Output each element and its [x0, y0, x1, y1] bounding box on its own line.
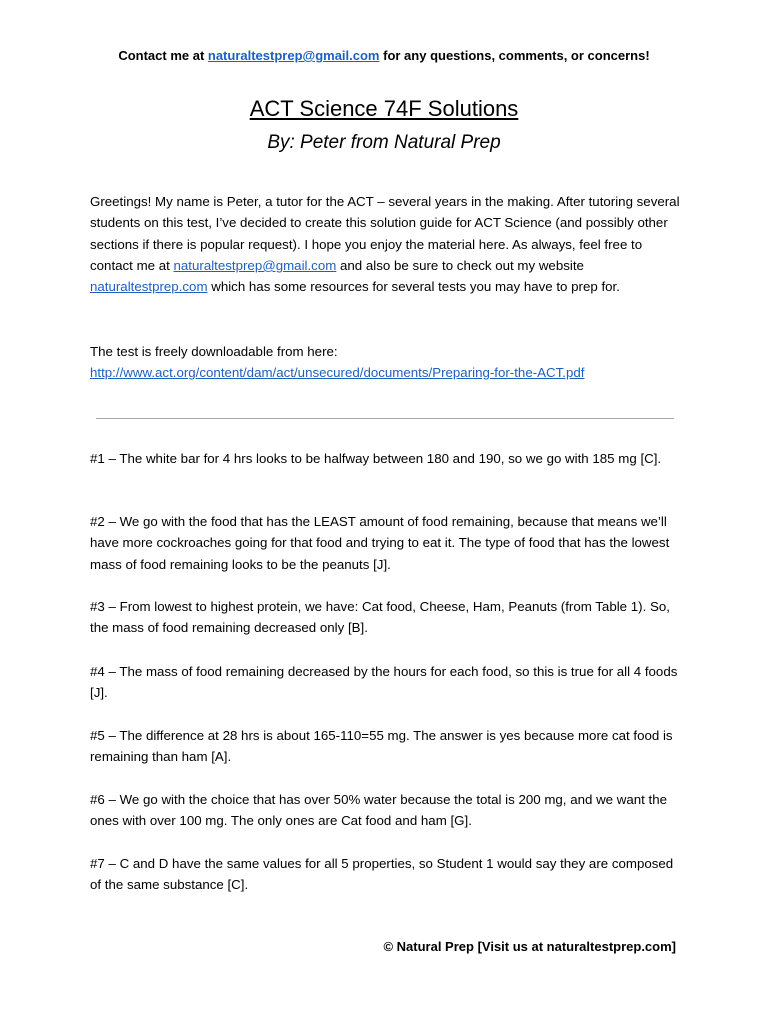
footer-copyright: © Natural Prep [Visit us at naturaltestprep.com]: [383, 939, 676, 954]
page-subtitle: By: Peter from Natural Prep: [267, 132, 501, 153]
solution-2: #2 – We go with the food that has the LEAST amount of food remaining, because that means we’ll have more cockroaches going for that food and trying to eat it. The type of food that has the lowest mass of food remaining looks to be the peanuts [J].: [90, 514, 670, 572]
intro-paragraph: [90, 191, 680, 297]
intro-email-link[interactable]: naturaltestprep@gmail.com: [173, 257, 337, 273]
contact-prefix: Contact me at: [118, 48, 208, 63]
contact-suffix: for any questions, comments, or concerns!: [379, 48, 650, 63]
download-text: The test is freely downloadable from here:: [90, 344, 338, 359]
horizontal-divider: [96, 418, 674, 419]
intro-text-3: which has some resources for several tests you may have to prep for.: [207, 279, 620, 295]
solution-6: #6 – We go with the choice that has over 50% water because the total is 200 mg, and we want the ones with over 100 mg. The only ones are Cat food and ham [G].: [90, 792, 668, 829]
solution-5: #5 – The difference at 28 hrs is about 165-110=55 mg. The answer is yes because more cat food is remaining than ham [A].: [90, 728, 673, 765]
intro-text-2: and also be sure to check out my website: [336, 257, 584, 273]
download-url-link[interactable]: http://www.act.org/content/dam/act/unsecured/documents/Preparing-for-the-ACT.pdf: [90, 365, 585, 381]
solution-1: #1 – The white bar for 4 hrs looks to be halfway between 180 and 190, so we go with 185 mg [C].: [90, 451, 662, 466]
website-link[interactable]: naturaltestprep.com: [90, 279, 208, 295]
solution-7: #7 – C and D have the same values for all 5 properties, so Student 1 would say they are composed of the same substance [C].: [90, 856, 674, 893]
contact-line: [0, 45, 768, 66]
solution-3: #3 – From lowest to highest protein, we have: Cat food, Cheese, Ham, Peanuts (from Table 1). So, the mass of food remaining decreased only [B].: [90, 599, 670, 636]
intro-text-1: Greetings! My name is Peter, a tutor for the ACT – several years in the making. After tutoring several students on this test, I’ve decided to create this solution guide for ACT Science (and possibly other sections if there is popular request). I hope you enjoy the material here. As always, feel free to contact me at: [90, 194, 680, 273]
download-paragraph: [90, 341, 680, 384]
contact-email-link[interactable]: naturaltestprep@gmail.com: [207, 48, 380, 63]
solution-4: #4 – The mass of food remaining decreased by the hours for each food, so this is true for all 4 foods [J].: [90, 664, 678, 701]
page-title: ACT Science 74F Solutions: [249, 96, 519, 121]
